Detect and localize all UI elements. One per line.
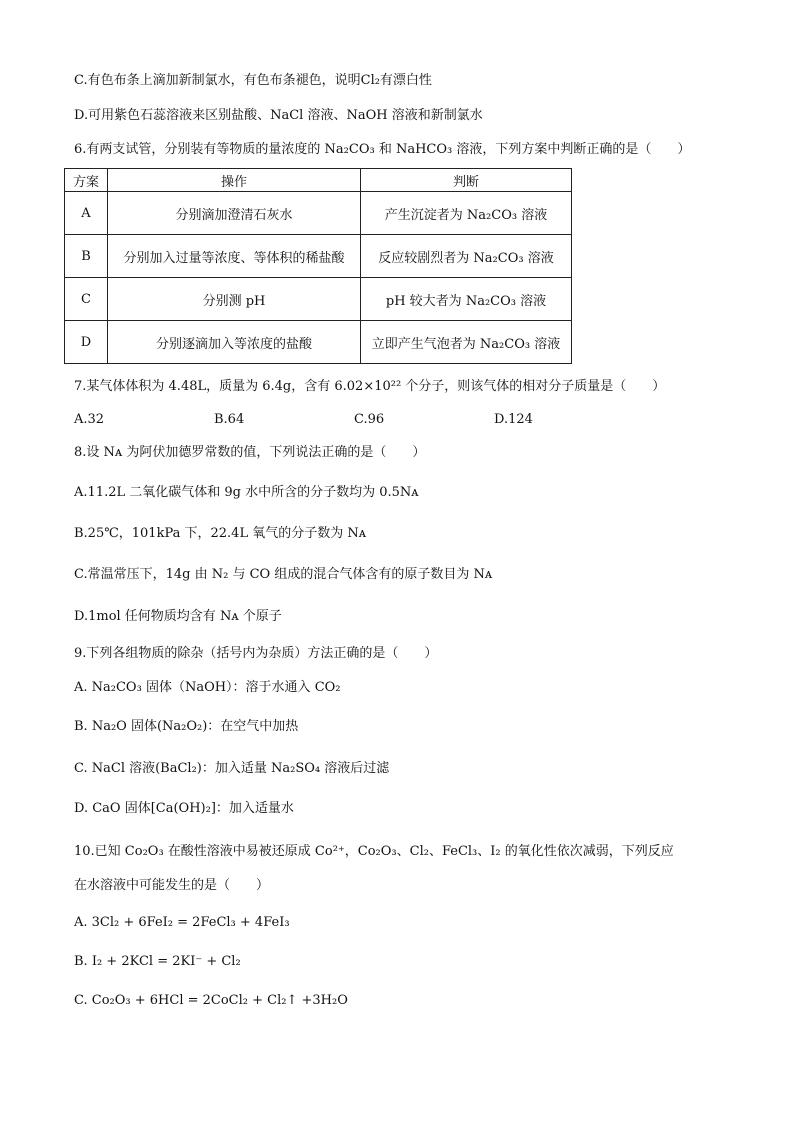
cell-operation: 分别测 pH xyxy=(108,278,361,321)
q10-option-a: A. 3Cl₂ + 6FeI₂ = 2FeCl₃ + 4FeI₃ xyxy=(74,915,290,930)
question-10-cont: 在水溶液中可能发生的是（ ） xyxy=(74,878,270,893)
q8-option-d: D.1mol 任何物质均含有 Nᴀ 个原子 xyxy=(74,609,282,624)
table-row xyxy=(65,192,572,235)
cell-operation: 分别加入过量等浓度、等体积的稀盐酸 xyxy=(108,235,361,278)
question-10: 10.已知 Co₂O₃ 在酸性溶液中易被还原成 Co²⁺，Co₂O₃、Cl₂、FeCl₃、I₂ 的氧化性依次减弱，下列反应 xyxy=(74,844,674,859)
cell-judgment: pH 较大者为 Na₂CO₃ 溶液 xyxy=(361,278,572,321)
q8-option-b: B.25℃，101kPa 下，22.4L 氧气的分子数为 Nᴀ xyxy=(74,526,367,541)
q7-options xyxy=(74,411,634,429)
q6-table xyxy=(64,168,572,364)
q5-option-c: C.有色布条上滴加新制氯水，有色布条褪色，说明Cl₂有漂白性 xyxy=(74,73,432,88)
cell-plan: A xyxy=(65,192,108,235)
question-6: 6.有两支试管，分别装有等物质的量浓度的 Na₂CO₃ 和 NaHCO₃ 溶液，下列方案中判断正确的是（ ） xyxy=(74,142,691,157)
table-row xyxy=(65,235,572,278)
q9-option-d: D. CaO 固体[Ca(OH)₂]：加入适量水 xyxy=(74,801,294,816)
table-row xyxy=(65,278,572,321)
q10-option-b: B. I₂ + 2KCl = 2KI⁻ + Cl₂ xyxy=(74,954,241,969)
cell-plan: C xyxy=(65,278,108,321)
q7-option-b: B.64 xyxy=(214,412,245,427)
q7-option-d: D.124 xyxy=(494,412,533,427)
question-7: 7.某气体体积为 4.48L，质量为 6.4g，含有 6.02×10²² 个分子，则该气体的相对分子质量是（ ） xyxy=(74,379,666,394)
table-row xyxy=(65,321,572,364)
q9-option-c: C. NaCl 溶液(BaCl₂)：加入适量 Na₂SO₄ 溶液后过滤 xyxy=(74,761,390,776)
q7-option-c: C.96 xyxy=(354,412,385,427)
q10-option-c: C. Co₂O₃ + 6HCl = 2CoCl₂ + Cl₂↑ +3H₂O xyxy=(74,993,348,1008)
cell-plan: B xyxy=(65,235,108,278)
cell-judgment: 产生沉淀者为 Na₂CO₃ 溶液 xyxy=(361,192,572,235)
q9-option-a: A. Na₂CO₃ 固体（NaOH）：溶于水通入 CO₂ xyxy=(74,680,341,695)
cell-judgment: 反应较剧烈者为 Na₂CO₃ 溶液 xyxy=(361,235,572,278)
cell-judgment: 立即产生气泡者为 Na₂CO₃ 溶液 xyxy=(361,321,572,364)
header-plan: 方案 xyxy=(65,169,108,192)
question-8: 8.设 Nᴀ 为阿伏加德罗常数的值，下列说法正确的是（ ） xyxy=(74,445,426,460)
question-9: 9.下列各组物质的除杂（括号内为杂质）方法正确的是（ ） xyxy=(74,646,438,661)
cell-operation: 分别逐滴加入等浓度的盐酸 xyxy=(108,321,361,364)
table-header-row xyxy=(65,169,572,192)
q8-option-c: C.常温常压下，14g 由 N₂ 与 CO 组成的混合气体含有的原子数目为 Nᴀ xyxy=(74,567,493,582)
q9-option-b: B. Na₂O 固体(Na₂O₂)：在空气中加热 xyxy=(74,719,299,734)
header-operation: 操作 xyxy=(108,169,361,192)
cell-operation: 分别滴加澄清石灰水 xyxy=(108,192,361,235)
cell-plan: D xyxy=(65,321,108,364)
q7-option-a: A.32 xyxy=(74,412,105,427)
header-judgment: 判断 xyxy=(361,169,572,192)
q8-option-a: A.11.2L 二氧化碳气体和 9g 水中所含的分子数均为 0.5Nᴀ xyxy=(74,485,419,500)
q5-option-d: D.可用紫色石蕊溶液来区别盐酸、NaCl 溶液、NaOH 溶液和新制氯水 xyxy=(74,108,483,123)
